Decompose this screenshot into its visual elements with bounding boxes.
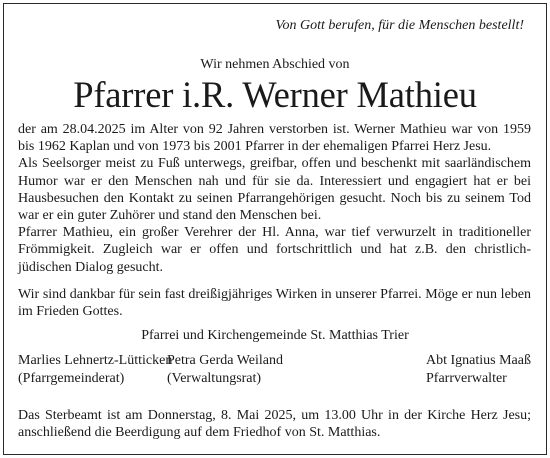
- obituary-body: [18, 121, 531, 320]
- signatory-role: Pfarrverwalter: [426, 371, 507, 386]
- signatory-name: Petra Gerda Weiland: [167, 353, 284, 368]
- deceased-name: Pfarrer i.R. Werner Mathieu: [73, 74, 477, 115]
- signatory-role: (Verwaltungsrat): [167, 371, 262, 386]
- motto: Von Gott berufen, für die Menschen bestellt!: [275, 18, 524, 33]
- signatory-2: [167, 352, 283, 388]
- paragraph-gratitude: Wir sind dankbar für sein fast dreißigjähriges Wirken in unserer Pfarrei. Möge er nun leben im Frieden Gottes.: [18, 286, 531, 320]
- paragraph-pastoral: Als Seelsorger meist zu Fuß unterwegs, greifbar, offen und beschenkt mit saarländischem Humor war er den Menschen nah und für sie da. Interessiert und engagiert hat er bei Hausbesuchen den Kontakt zu seinen Pfarrangehörigen gesucht. Noch bis zu seinem Tod war er ein guter Zuhörer und stand den Menschen bei.: [18, 156, 531, 224]
- signatory-name: Marlies Lehnertz-Lütticken: [18, 353, 173, 368]
- intro-line: Wir nehmen Abschied von: [200, 57, 350, 72]
- signatory-role: (Pfarrgemeinderat): [18, 371, 125, 386]
- signatory-3: [426, 352, 531, 388]
- funeral-notice: Das Sterbeamt ist am Donnerstag, 8. Mai 2025, um 13.00 Uhr in der Kirche Herz Jesu; anschließend die Beerdigung auf dem Friedhof von St. Matthias.: [18, 408, 531, 441]
- signatory-1: [18, 352, 172, 388]
- paragraph-biography: der am 28.04.2025 im Alter von 92 Jahren verstorben ist. Werner Mathieu war von 1959 bis 1962 Kaplan und von 1973 bis 2001 Pfarrer in der ehemaligen Pfarrei Herz Jesu.: [18, 122, 531, 155]
- parish-name: Pfarrei und Kirchengemeinde St. Matthias Trier: [141, 328, 409, 343]
- signatory-name: Abt Ignatius Maaß: [426, 353, 531, 368]
- paragraph-faith: Pfarrer Mathieu, ein großer Verehrer der Hl. Anna, war tief verwurzelt in traditioneller Frömmigkeit. Zugleich war er offen und fortschrittlich und hat z.B. den christlich-jüdischen Dialog gesucht.: [18, 225, 531, 275]
